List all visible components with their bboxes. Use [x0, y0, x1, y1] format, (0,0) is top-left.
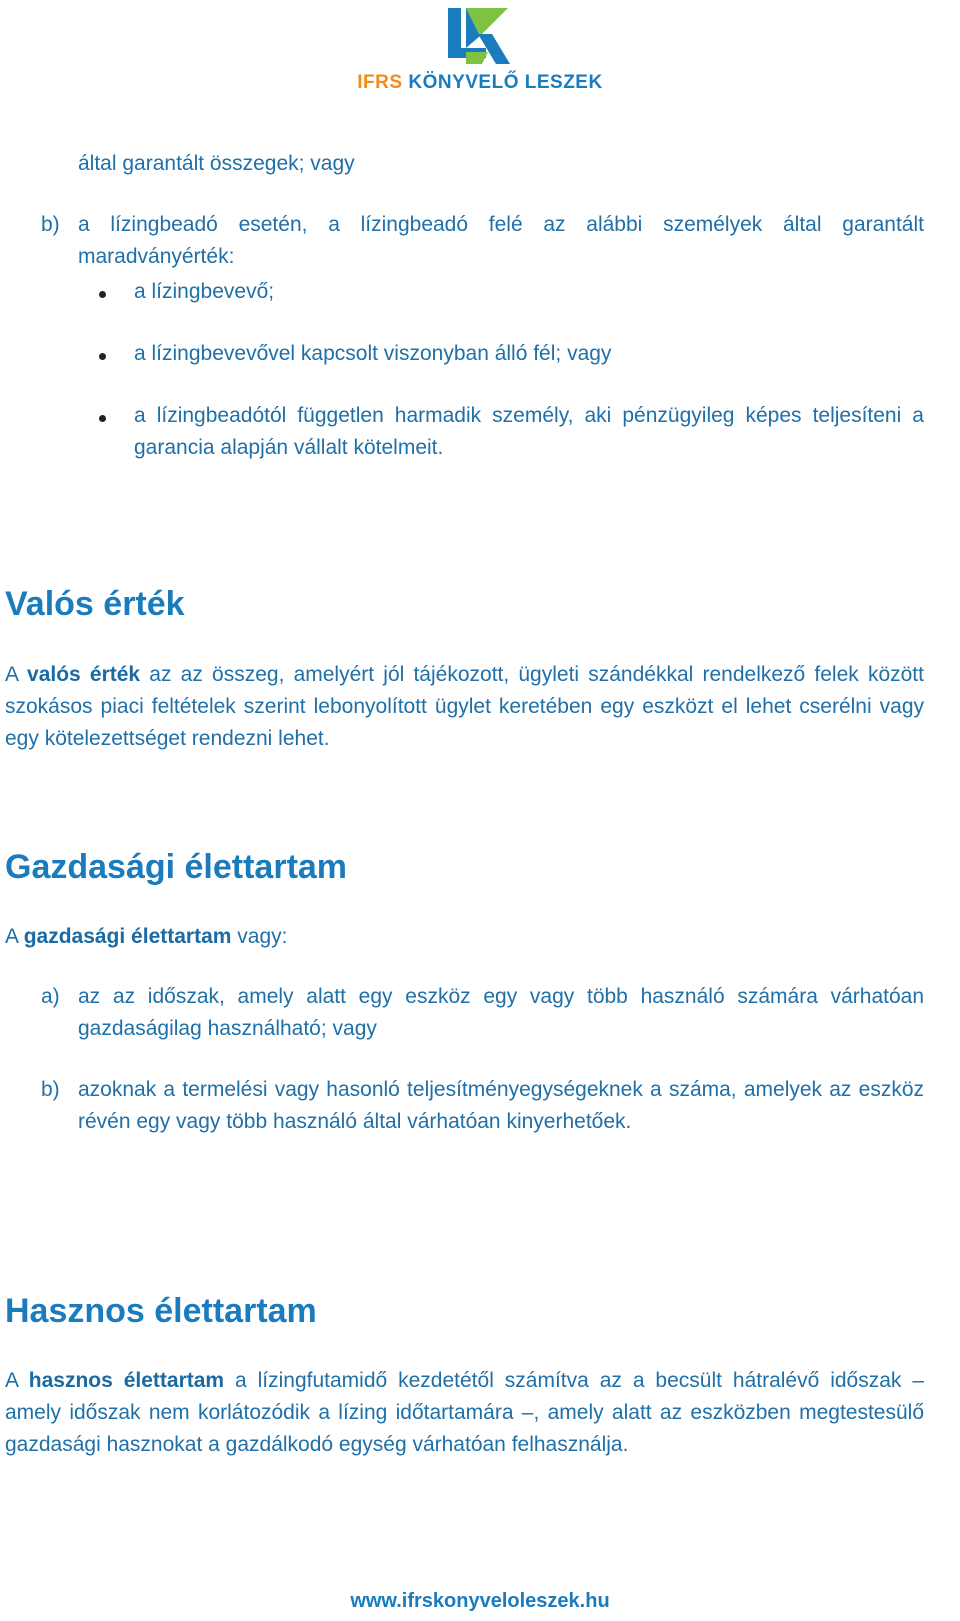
- economic-life-term: gazdasági élettartam: [23, 925, 232, 948]
- bullet-dot: [99, 353, 106, 360]
- economic-life-intro: A gazdasági élettartam vagy:: [5, 925, 288, 948]
- bullet-item-2: a lízingbevevővel kapcsolt viszonyban álló fél; vagy: [134, 342, 612, 365]
- useful-life-term: hasznos élettartam: [28, 1369, 225, 1392]
- lk-logo-icon: [448, 8, 512, 66]
- bullet-dot: [99, 415, 106, 422]
- logo-wordmark-konyvelo: KÖNYVELŐ LESZEK: [408, 72, 603, 93]
- bullet-dot: [99, 291, 106, 298]
- economic-life-item-b-text: azoknak a termelési vagy hasonló teljesítményegységeknek a száma, amelyek az eszköz révén egy vagy több használó által várhatóan kinyerhetőek.: [78, 1078, 924, 1133]
- section-heading-fair-value: Valós érték: [5, 585, 185, 623]
- fair-value-term: valós érték: [27, 663, 141, 686]
- economic-life-item-a-label: a): [41, 985, 60, 1008]
- bullet-item-3: a lízingbeadótól független harmadik személy, aki pénzügyileg képes teljesíteni a garancia alapján vállalt kötelmeit.: [134, 404, 924, 459]
- bullet-item-1: a lízingbevevő;: [134, 280, 275, 303]
- intro-item-b-text: a lízingbeadó esetén, a lízingbeadó felé az alábbi személyek által garantált maradványérték:: [78, 213, 924, 268]
- economic-life-item-a-text: az az időszak, amely alatt egy eszköz egy vagy több használó számára várhatóan gazdaságilag használható; vagy: [78, 985, 924, 1040]
- footer-website-link[interactable]: www.ifrskonyveloleszek.hu: [350, 1590, 610, 1612]
- intro-continuation: által garantált összegek; vagy: [78, 152, 355, 175]
- useful-life-paragraph: A hasznos élettartam a lízingfutamidő kezdetétől számítva az a becsült hátralévő időszak – amely időszak nem korlátozódik a lízing időtartamára –, amely alatt az eszközben megtestesülő gazdasági hasznokat a gazdálkodó egység várhatóan felhasználja.: [5, 1369, 925, 1456]
- logo-wordmark-ifrs: IFRS: [357, 72, 409, 93]
- section-heading-useful-life: Hasznos élettartam: [5, 1292, 317, 1330]
- economic-life-item-b-label: b): [41, 1078, 60, 1101]
- logo-wordmark: [0, 72, 960, 94]
- site-logo: [0, 4, 960, 96]
- section-heading-economic-life: Gazdasági élettartam: [5, 848, 348, 886]
- fair-value-paragraph: A valós érték az az összeg, amelyért jól tájékozott, ügyleti szándékkal rendelkező felek között szokásos piaci feltételek szerint lebonyolított ügylet keretében egy eszközt el lehet cserélni vagy egy kötelezettséget rendezni lehet.: [5, 663, 924, 750]
- intro-item-b-label: b): [41, 213, 60, 236]
